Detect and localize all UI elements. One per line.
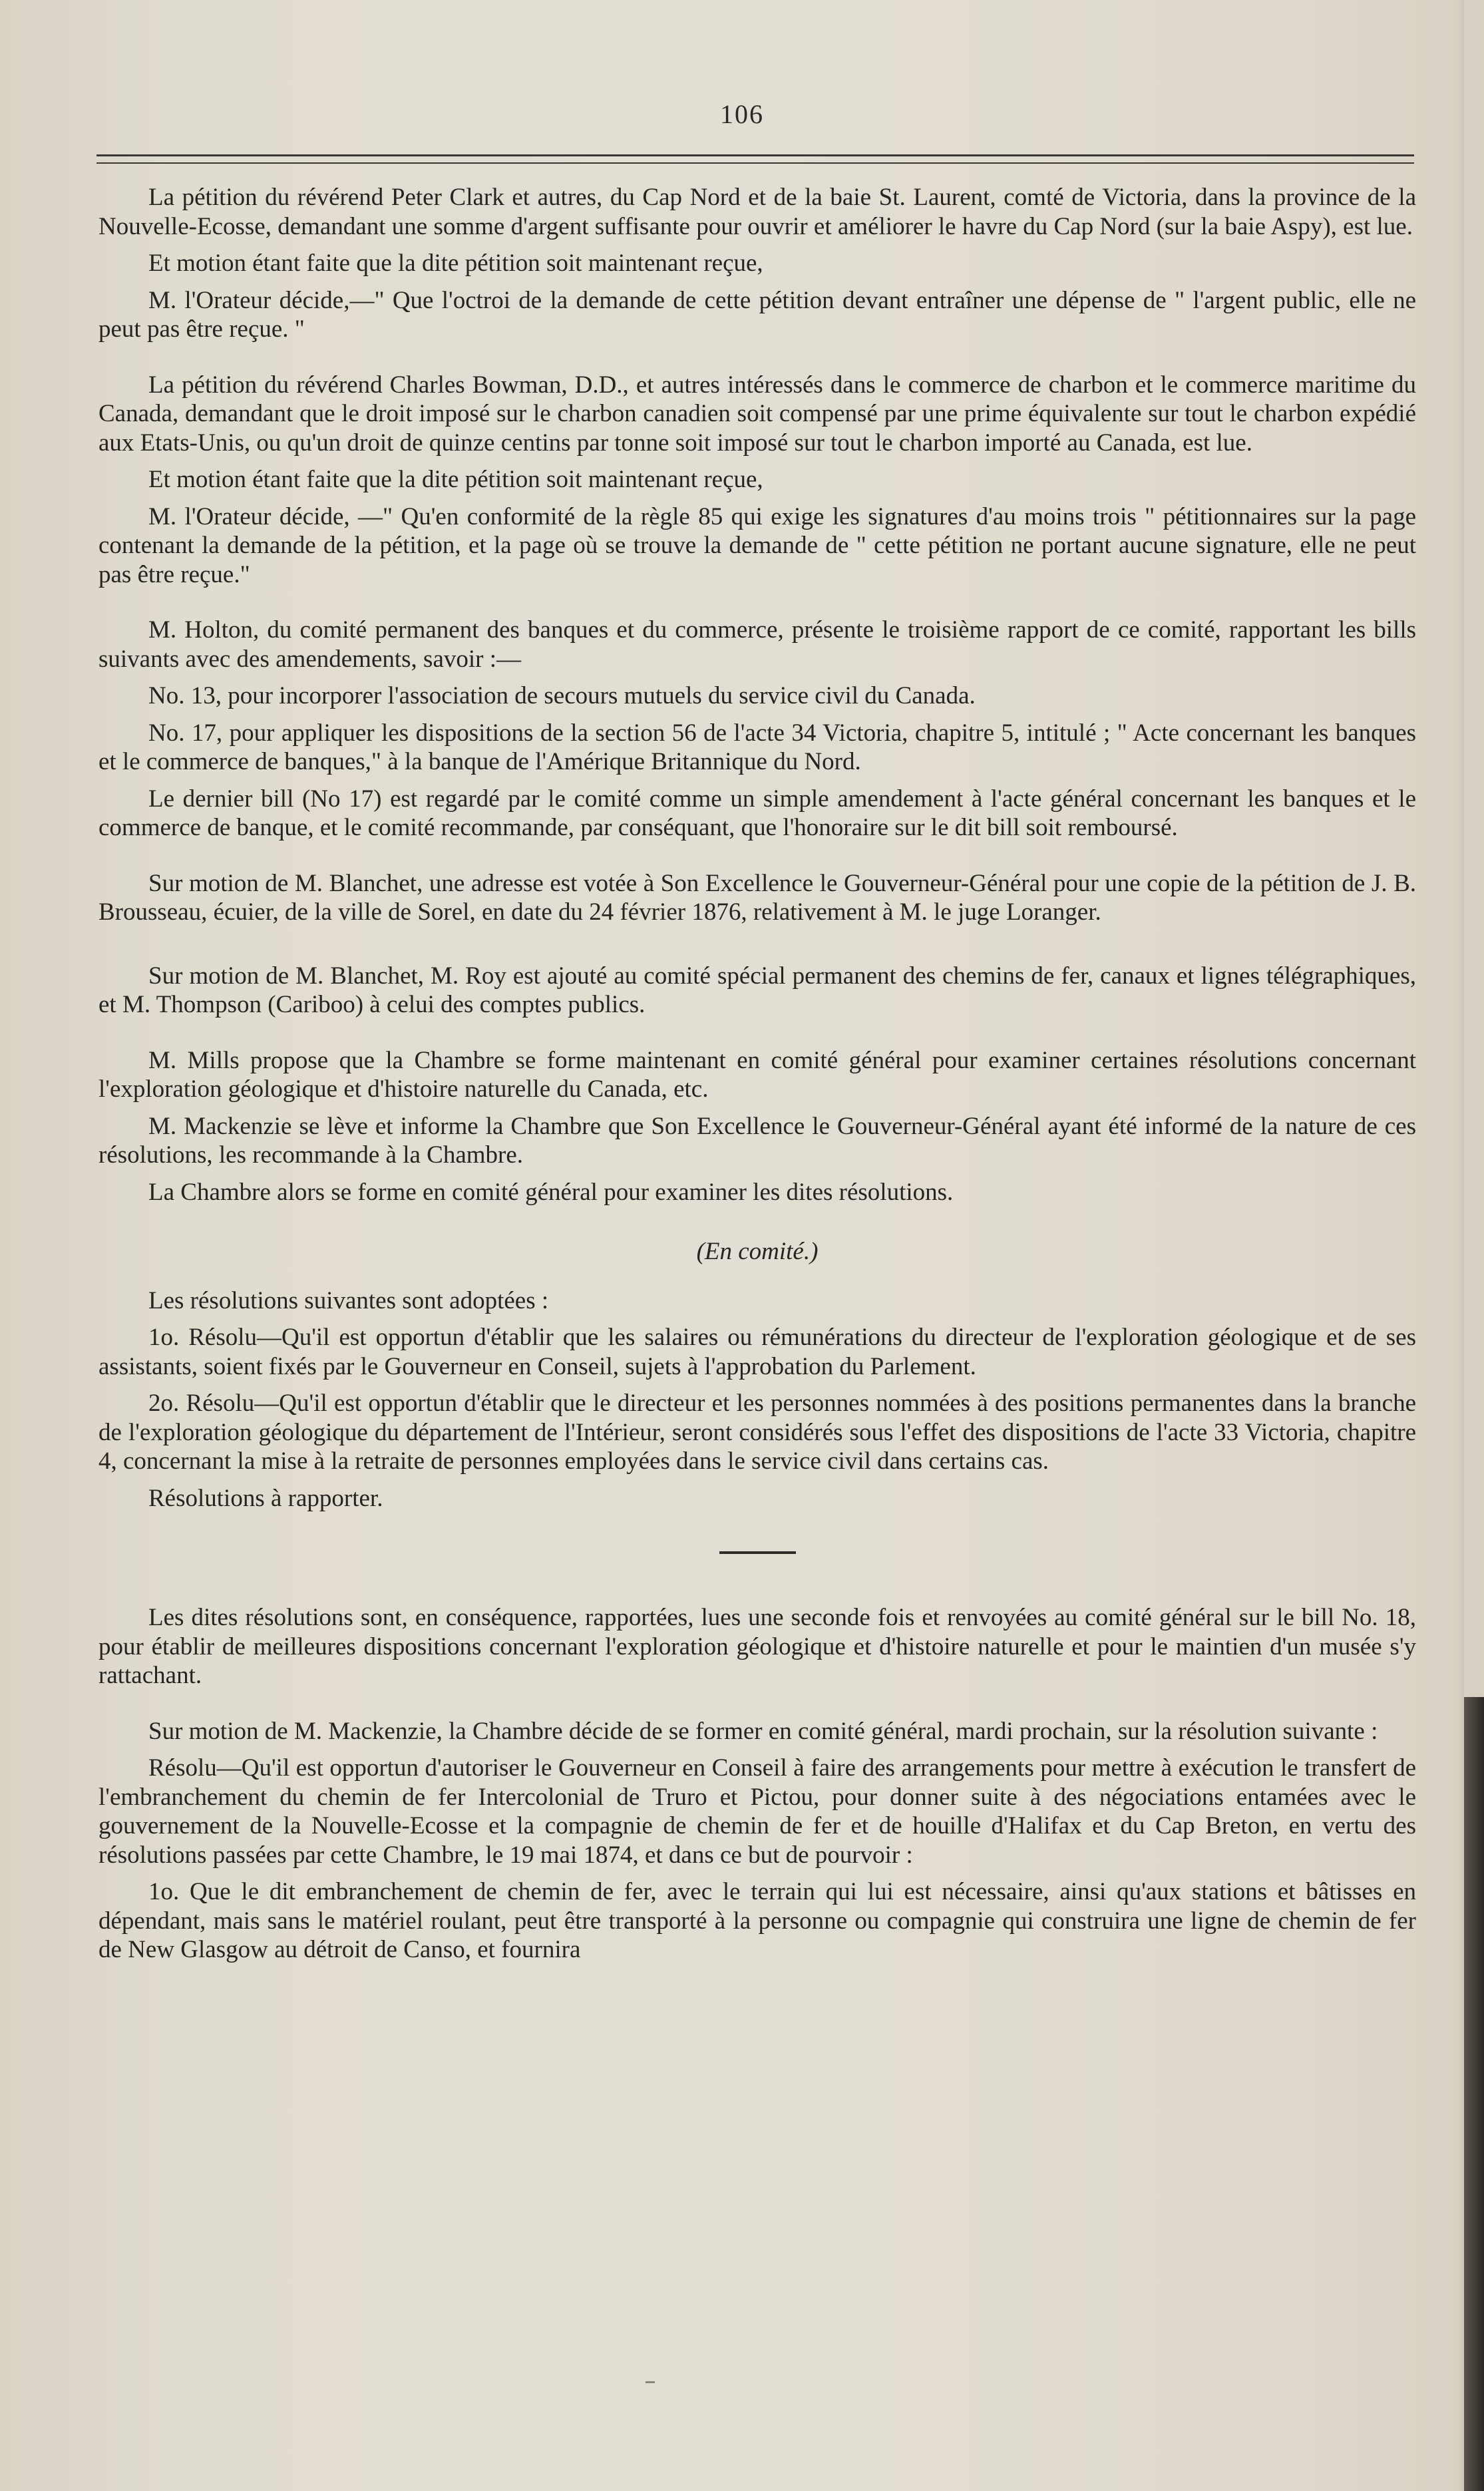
paragraph-chamber-committee: La Chambre alors se forme en comité général pour examiner les dites résolutions. [148,1178,954,1206]
section-heading-en-comite: (En comité.) [696,1238,819,1265]
paragraph-peter-clark-petition: La pétition du révérend Peter Clark et autres, du Cap Nord et de la baie St. Laurent, comté de Victoria, dans la province de la Nouvelle-Ecosse, demandant une somme d'argent suffisante pour ouvrir et améliorer le havre du Cap Nord (sur la baie Aspy), est lue. [98,184,1416,240]
paragraph-mackenzie-informs: M. Mackenzie se lève et informe la Chambre que Son Excellence le Gouverneur-Général ayant été informé de la nature de ces résolutions, les recommande à la Chambre. [98,1112,1416,1169]
paragraph-mills-proposal: M. Mills propose que la Chambre se forme maintenant en comité général pour examiner certaines résolutions concernant l'exploration géologique et d'histoire naturelle du Canada, etc. [98,1046,1416,1103]
paragraph-resolutions-to-report: Résolutions à rapporter. [148,1484,383,1512]
paragraph-mackenzie-motion: Sur motion de M. Mackenzie, la Chambre décide de se former en comité général, mardi prochain, sur la résolution suivante : [148,1717,1378,1745]
binding-edge [1464,1697,1484,2491]
header-rule [96,154,1414,156]
paragraph-blanchet-address: Sur motion de M. Blanchet, une adresse est votée à Son Excellence le Gouverneur-Général pour une copie de la pétition de J. B. Brousseau, écuier, de la ville de Sorel, en date du 24 février 1876, relativement à M. le juge Loranger. [98,869,1416,926]
paragraph-bill-17-note: Le dernier bill (No 17) est regardé par le comité comme un simple amendement à l'acte général concernant les banques et le commerce de banque, et le comité recommande, par conséquant, que l'honoraire sur le dit bill soit remboursé. [98,785,1416,841]
paragraph-resolution-1: 1o. Résolu—Qu'il est opportun d'établir que les salaires ou rémunérations du directeur de l'exploration géologique et de ses assistants, soient fixés par le Gouverneur en Conseil, sujets à l'approbation du Parlement. [98,1324,1416,1380]
paragraph-bill-13: No. 13, pour incorporer l'association de secours mutuels du service civil du Canada. [148,682,976,709]
section-divider [719,1551,796,1554]
paragraph-resolution-2: 2o. Résolu—Qu'il est opportun d'établir que le directeur et les personnes nommées à des positions permanentes dans la branche de l'exploration géologique du département de l'Intérieur, seront considérés sous l'effet des dispositions de l'acte 33 Victoria, chapitre 4, concernant la mise à la retraite de personnes employées dans le service civil dans certains cas. [98,1390,1416,1475]
paragraph-bowman-petition: La pétition du révérend Charles Bowman, D.D., et autres intéressés dans le commerce de charbon et le commerce maritime du Canada, demandant que le droit imposé sur le charbon canadien soit compensé par une prime équivalente sur tout le charbon expédié aux Etats-Unis, ou qu'un droit de quinze centins par tonne soit imposé sur tout le charbon importé au Canada, est lue. [98,371,1416,457]
paragraph-resolutions-adopted: Les résolutions suivantes sont adoptées : [148,1286,549,1314]
paragraph-blanchet-committee: Sur motion de M. Blanchet, M. Roy est ajouté au comité spécial permanent des chemins de fer, canaux et lignes télégraphiques, et M. Thompson (Cariboo) à celui des comptes publics. [98,962,1416,1018]
paragraph-resolu-railway: Résolu—Qu'il est opportun d'autoriser le Gouverneur en Conseil à faire des arrangements pour mettre à exécution le transfert de l'embranchement du chemin de fer Intercolonial de Truro et Pictou, pour donner suite à des négociations entamées avec le gouvernement de la Nouvelle-Ecosse et la compagnie de chemin de fer et de houille d'Halifax et du Cap Breton, en vertu des résolutions passées par cette Chambre, le 19 mai 1874, et dans ce but de pourvoir : [98,1754,1416,1869]
paragraph-speaker-ruling: M. l'Orateur décide,—" Que l'octroi de la demande de cette pétition devant entraîner une dépense de " l'argent public, elle ne peut pas être reçue. " [98,286,1416,343]
paragraph-bill-17: No. 17, pour appliquer les dispositions de la section 56 de l'acte 34 Victoria, chapitre 5, intitulé ; " Acte concernant les banques et le commerce de banques," à la banque de l'Amérique Britannique du Nord. [98,719,1416,775]
page-number: 106 [720,99,764,129]
paragraph-holton-report: M. Holton, du comité permanent des banques et du commerce, présente le troisième rapport de ce comité, rapportant les bills suivants avec des amendements, savoir :— [98,616,1416,673]
paragraph-motion-received-2: Et motion étant faite que la dite pétition soit maintenant reçue, [148,466,763,493]
footer-mark [646,2381,655,2383]
paragraph-railway-transfer-1: 1o. Que le dit embranchement de chemin de fer, avec le terrain qui lui est nécessaire, ainsi qu'aux stations et bâtisses en dépendant, mais sans le matériel roulant, peut être transporté à la personne ou compagnie qui construira une ligne de chemin de fer de New Glasgow au détroit de Canso, et fournira [98,1878,1416,1963]
paragraph-motion-received: Et motion étant faite que la dite pétition soit maintenant reçue, [148,250,763,277]
document-body [98,183,1416,1973]
paragraph-resolutions-reported: Les dites résolutions sont, en conséquence, rapportées, lues une seconde fois et renvoyées au comité général sur le bill No. 18, pour établir de meilleures dispositions concernant l'exploration géologique et d'histoire naturelle et pour le maintien d'un musée s'y rattachant. [98,1604,1416,1689]
paragraph-speaker-ruling-2: M. l'Orateur décide, —" Qu'en conformité de la règle 85 qui exige les signatures d'au moins trois " pétitionnaires sur la page contenant la demande de la pétition, et la page où se trouve la demande de " cette pétition ne portant aucune signature, elle ne peut pas être reçue." [98,502,1416,588]
header-rule-thin [96,162,1414,164]
page-edge-shadow [1457,0,1464,2491]
